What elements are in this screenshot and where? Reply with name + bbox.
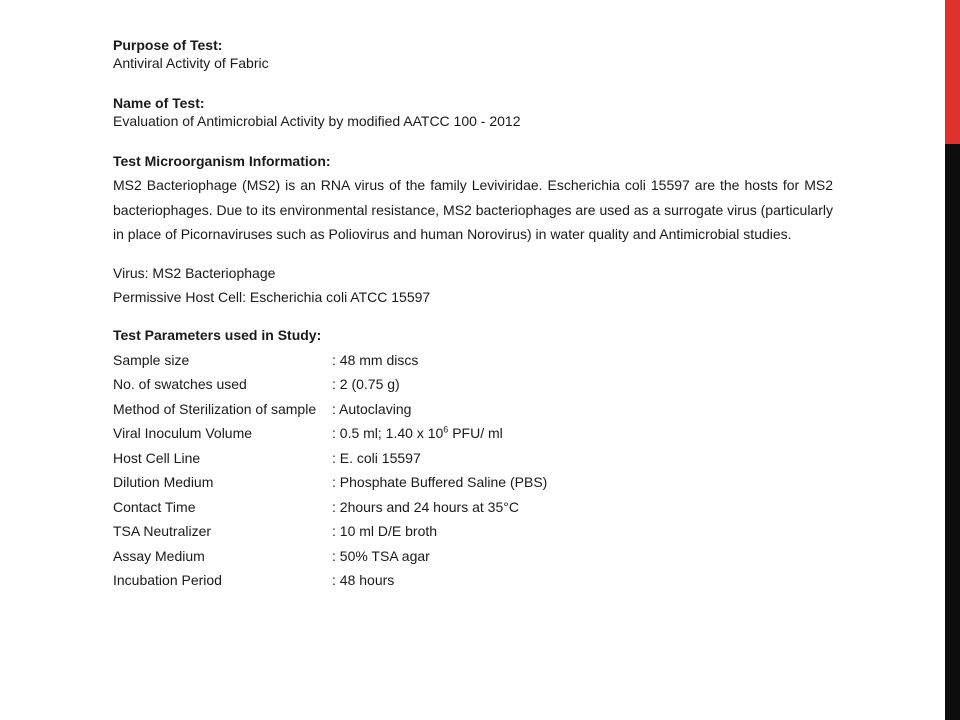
test-name-heading: Name of Test:: [113, 95, 205, 111]
param-value-pre: : 0.5 ml; 1.40 x 10: [332, 425, 444, 442]
param-value: : 10 ml D/E broth: [332, 523, 438, 540]
param-value: : 48 mm discs: [332, 351, 419, 368]
param-label: Viral Inoculum Volume: [113, 425, 253, 442]
param-value: : E. coli 15597: [332, 449, 421, 466]
table-row: [113, 544, 547, 569]
organisms-section: [113, 261, 833, 310]
param-value: : Autoclaving: [332, 400, 412, 417]
param-value: : Phosphate Buffered Saline (PBS): [332, 474, 548, 491]
param-label: Method of Sterilization of sample: [113, 400, 317, 417]
table-row: [113, 421, 547, 446]
parameters-section: [113, 326, 833, 593]
param-value: : 48 hours: [332, 572, 395, 589]
param-label: Sample size: [113, 351, 190, 368]
test-name-section: [113, 94, 833, 130]
table-row: [113, 397, 547, 422]
param-value: : 50% TSA agar: [332, 547, 430, 564]
table-row: [113, 372, 547, 397]
document-body: [113, 36, 833, 611]
parameters-table: [113, 348, 547, 593]
param-value: [332, 421, 547, 446]
param-label: TSA Neutralizer: [113, 523, 212, 540]
accent-bar-black: [945, 144, 960, 720]
parameters-heading: Test Parameters used in Study:: [113, 326, 322, 343]
microorganism-section: [113, 152, 833, 247]
test-name-text: Evaluation of Antimicrobial Activity by modified AATCC 100 - 2012: [113, 113, 521, 129]
param-label: Assay Medium: [113, 547, 205, 564]
table-row: [113, 348, 547, 373]
microorganism-paragraph: MS2 Bacteriophage (MS2) is an RNA virus of the family Leviviridae. Escherichia coli 15597 are the hosts for MS2 bacteriophages. Due to its environmental resistance, MS2 bacteriophages are used as a surrogate virus (particularly in place of Picornaviruses such as Poliovirus and human Norovirus) in water quality and Antimicrobial studies.: [113, 177, 833, 242]
table-row: [113, 470, 547, 495]
virus-line: Virus: MS2 Bacteriophage: [113, 264, 276, 281]
table-row: [113, 495, 547, 520]
param-value: : 2 (0.75 g): [332, 376, 400, 393]
param-label: No. of swatches used: [113, 376, 247, 393]
param-value: : 2hours and 24 hours at 35°C: [332, 498, 519, 515]
param-label: Incubation Period: [113, 572, 222, 589]
param-value-post: PFU/ ml: [448, 425, 503, 442]
param-label: Host Cell Line: [113, 449, 201, 466]
param-label: Dilution Medium: [113, 474, 214, 491]
param-value-exponent: 6: [443, 424, 449, 435]
purpose-section: [113, 36, 833, 72]
microorganism-heading: Test Microorganism Information:: [113, 153, 331, 169]
host-line: Permissive Host Cell: Escherichia coli ATCC 15597: [113, 289, 431, 305]
purpose-text: Antiviral Activity of Fabric: [113, 55, 269, 71]
param-label: Contact Time: [113, 498, 196, 515]
accent-bar-red: [945, 0, 960, 144]
table-row: [113, 519, 547, 544]
table-row: [113, 568, 547, 593]
purpose-heading: Purpose of Test:: [113, 37, 223, 53]
table-row: [113, 446, 547, 471]
